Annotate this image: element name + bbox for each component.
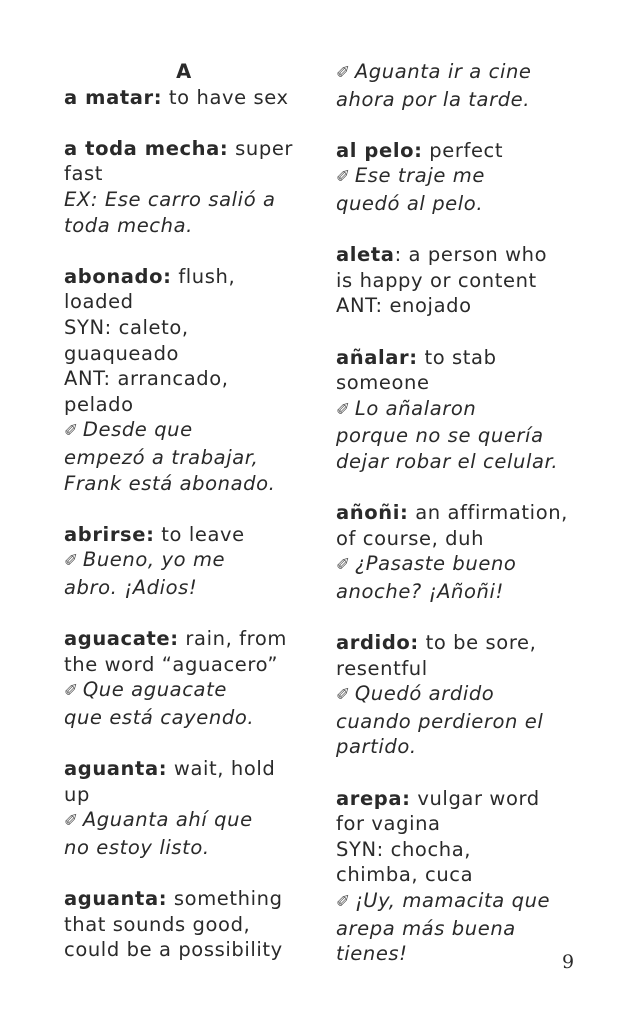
- entry-example: anoche? ¡Añoñi!: [336, 579, 504, 603]
- entry-synonyms: chimba, cuca: [336, 863, 474, 887]
- entry-a-toda-mecha: [64, 136, 314, 238]
- entry-a-matar: [64, 85, 314, 111]
- entry-definition: that sounds good,: [64, 912, 251, 936]
- entry-example: ¡Uy, mamacita que: [354, 889, 551, 912]
- entry-example: EX: Ese carro salió a: [64, 187, 276, 211]
- entry-example: Lo añalaron: [354, 396, 477, 420]
- entry-term: aleta: [336, 243, 395, 267]
- entry-example: Desde que: [82, 418, 193, 442]
- entry-definition: perfect: [422, 138, 504, 162]
- entry-example: partido.: [336, 735, 417, 759]
- entry-anhoni: [336, 500, 586, 604]
- entry-aguanta-possibility: [64, 886, 314, 963]
- right-column: [336, 59, 586, 992]
- entry-term: a matar:: [64, 85, 163, 109]
- entry-aleta: [336, 242, 586, 319]
- entry-term: arepa:: [336, 786, 411, 810]
- entry-definition: resentful: [336, 656, 428, 680]
- entry-definition: fast: [64, 162, 104, 186]
- entry-term: aguanta:: [64, 887, 168, 910]
- entry-abrirse: [64, 522, 314, 601]
- entry-definition: to stab: [417, 345, 497, 369]
- entry-example: Frank está abonado.: [64, 471, 276, 495]
- entry-definition: is happy or content: [336, 268, 537, 292]
- entry-synonyms: SYN: caleto,: [64, 315, 189, 339]
- entry-antonyms: ANT: enojado: [336, 294, 472, 318]
- entry-example: no estoy listo.: [64, 835, 210, 859]
- entry-anhalar: [336, 345, 586, 475]
- entry-example: empezó a trabajar,: [64, 445, 259, 469]
- pencil-icon: ✐: [336, 555, 351, 576]
- entry-arepa: [336, 786, 586, 967]
- entry-term: añoñi:: [336, 501, 409, 525]
- entry-definition: to have sex: [162, 85, 289, 109]
- pencil-icon: ✐: [336, 167, 351, 188]
- entry-term: a toda mecha:: [64, 136, 229, 160]
- entry-example: toda mecha.: [64, 213, 193, 237]
- entry-example: Quedó ardido: [354, 682, 495, 706]
- pencil-icon: ✐: [336, 63, 351, 83]
- pencil-icon: ✐: [64, 551, 79, 572]
- entry-example: quedó al pelo.: [336, 191, 484, 215]
- entry-al-pelo: [336, 138, 586, 217]
- entry-example: que está cayendo.: [64, 705, 255, 729]
- entry-aguacate: [64, 626, 314, 730]
- entry-example: Bueno, yo me: [82, 548, 226, 572]
- entry-example: Que aguacate: [82, 678, 227, 702]
- entry-example: Aguanta ir a cine: [354, 60, 532, 83]
- entry-definition: flush,: [171, 264, 236, 288]
- entry-definition: loaded: [64, 290, 134, 314]
- entry-term: abonado:: [64, 264, 172, 288]
- left-column: [64, 59, 314, 988]
- entry-example: arepa más buena: [336, 916, 516, 940]
- pencil-icon: ✐: [64, 811, 79, 832]
- pencil-icon: ✐: [64, 421, 79, 442]
- entry-term: añalar:: [336, 345, 418, 369]
- entry-definition: up: [64, 782, 90, 806]
- entry-antonyms: pelado: [64, 392, 134, 416]
- entry-term: al pelo:: [336, 138, 423, 162]
- entry-aguanta-wait: [64, 756, 314, 860]
- page-number: 9: [562, 951, 575, 973]
- pencil-icon: ✐: [336, 399, 351, 420]
- entry-definition: wait, hold: [167, 757, 276, 781]
- entry-term: aguanta:: [64, 757, 168, 781]
- entry-definition: could be a possibility: [64, 938, 283, 962]
- entry-term: ardido:: [336, 631, 419, 655]
- entry-example: tienes!: [336, 942, 408, 966]
- entry-example: Aguanta ahí que: [82, 808, 253, 832]
- entry-term: abrirse:: [64, 522, 155, 546]
- entry-definition: something: [167, 887, 283, 910]
- entry-definition: : a person who: [394, 243, 548, 267]
- entry-antonyms: ANT: arrancado,: [64, 367, 229, 391]
- entry-ardido: [336, 630, 586, 760]
- entry-example: dejar robar el celular.: [336, 449, 559, 473]
- entry-definition: an affirmation,: [408, 501, 568, 525]
- pencil-icon: ✐: [336, 892, 351, 912]
- entry-example: Ese traje me: [354, 164, 485, 188]
- entry-synonyms: guaqueado: [64, 341, 180, 365]
- entry-example: porque no se quería: [336, 424, 544, 448]
- pencil-icon: ✐: [64, 681, 79, 702]
- entry-definition: to be sore,: [418, 631, 537, 655]
- entry-definition: for vagina: [336, 812, 441, 836]
- entry-definition: vulgar word: [410, 786, 540, 810]
- entry-abonado: [64, 264, 314, 496]
- entry-definition: rain, from: [178, 627, 287, 651]
- entry-example: abro. ¡Adios!: [64, 575, 198, 599]
- entry-example: ahora por la tarde.: [336, 87, 531, 111]
- entry-example: cuando perdieron el: [336, 709, 544, 733]
- entry-synonyms: SYN: chocha,: [336, 837, 472, 861]
- pencil-icon: ✐: [336, 685, 351, 706]
- section-letter: A: [176, 60, 192, 83]
- entry-definition: super: [228, 136, 294, 160]
- entry-example: ¿Pasaste bueno: [354, 552, 517, 576]
- entry-definition: the word “aguacero”: [64, 652, 279, 676]
- entry-term: aguacate:: [64, 627, 179, 651]
- entry-definition: to leave: [154, 522, 245, 546]
- entry-definition: of course, duh: [336, 526, 485, 550]
- entry-definition: someone: [336, 371, 430, 395]
- entry-continuation: [336, 59, 586, 112]
